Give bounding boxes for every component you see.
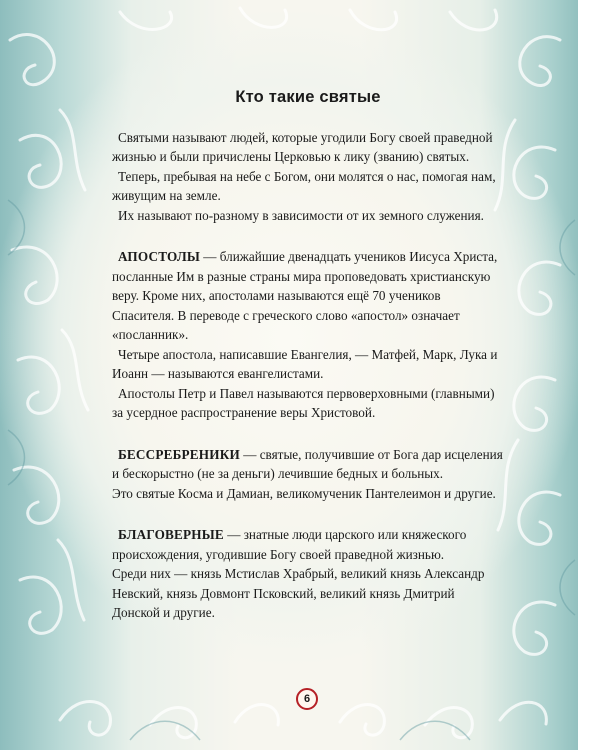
faithful-paragraph-2: Среди них — князь Мстислав Храбрый, великий князь Александр Невский, князь Довмонт Псковский, великий князь Дмитрий Донской и другие. xyxy=(112,566,485,620)
unmercenaries-paragraph-1 xyxy=(112,445,504,484)
apostles-text-1: — ближайшие двенадцать учеников Иисуса Христа, посланные Им в разные страны мира проповедовать христианскую веру. Кроме них, апостолами называются ещё 70 учеников Спасителя. В переводе с греческого слово «апостол» означает «посланник». xyxy=(112,249,498,342)
unmercenaries-paragraph-2: Это святые Косма и Дамиан, великомученик Пантелеимон и другие. xyxy=(112,485,496,501)
intro-paragraph-2: Теперь, пребывая на небе с Богом, они молятся о нас, помогая нам, живущим на земле. xyxy=(112,168,496,203)
unmercenaries-text-1: — святые, получившие от Бога дар исцеления и бескорыстно (не за деньги) лечившие бедных и больных. xyxy=(112,446,503,481)
apostles-paragraph-1 xyxy=(112,247,504,345)
page-title: Кто такие святые xyxy=(235,88,381,106)
faithful-paragraph-1 xyxy=(112,525,504,564)
faithful-text-1: — знатные люди царского или княжеского происхождения, угодившие Богу своей праведной жизнью. xyxy=(112,527,467,562)
page-content xyxy=(112,88,504,623)
apostles-section xyxy=(112,247,504,423)
apostles-paragraph-2: Четыре апостола, написавшие Евангелия, — Матфей, Марк, Лука и Иоанн — называются евангелистами. xyxy=(112,346,498,381)
intro-paragraph-3: Их называют по-разному в зависимости от их земного служения. xyxy=(118,207,484,223)
faithful-term: БЛАГОВЕРНЫЕ xyxy=(118,527,224,542)
intro-section xyxy=(112,128,504,226)
page-number: 6 xyxy=(296,688,318,710)
apostles-term: АПОСТОЛЫ xyxy=(118,249,200,264)
intro-paragraph-1: Святыми называют людей, которые угодили Богу своей праведной жизнью и были причислены Церковью к лику (званию) святых. xyxy=(112,129,493,164)
faithful-section xyxy=(112,525,504,623)
unmercenaries-section xyxy=(112,445,504,504)
apostles-paragraph-3: Апостолы Петр и Павел называются первоверховными (главными) за усердное распространение веры Христовой. xyxy=(112,385,495,420)
unmercenaries-term: БЕССРЕБРЕНИКИ xyxy=(118,446,240,462)
page-edge xyxy=(578,0,600,750)
